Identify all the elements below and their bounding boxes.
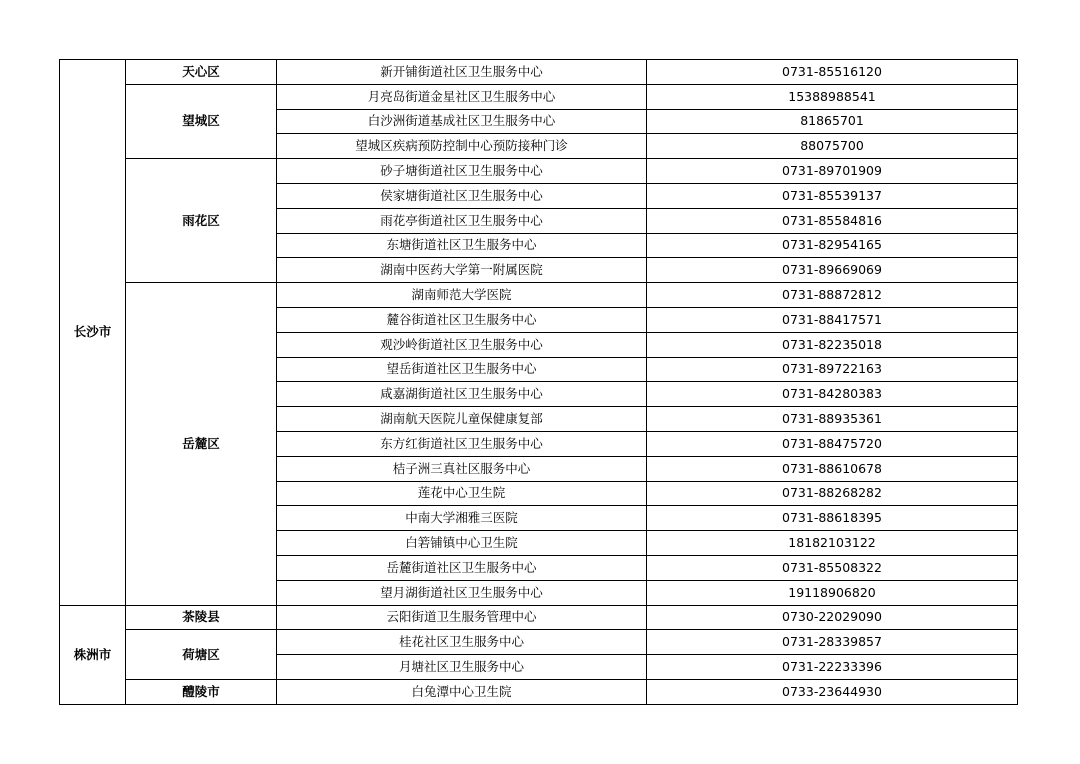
site-name-cell: 岳麓街道社区卫生服务中心 <box>277 555 647 580</box>
phone-cell: 0731-84280383 <box>647 382 1018 407</box>
phone-cell: 0731-88935361 <box>647 407 1018 432</box>
phone-cell: 0731-22233396 <box>647 655 1018 680</box>
site-name-cell: 新开铺街道社区卫生服务中心 <box>277 60 647 85</box>
district-cell: 醴陵市 <box>126 679 277 704</box>
phone-cell: 18182103122 <box>647 531 1018 556</box>
site-name-cell: 观沙岭街道社区卫生服务中心 <box>277 332 647 357</box>
phone-cell: 0731-89722163 <box>647 357 1018 382</box>
site-name-cell: 白兔潭中心卫生院 <box>277 679 647 704</box>
city-cell: 株洲市 <box>60 605 126 704</box>
table-row <box>60 605 1018 630</box>
site-name-cell: 桂花社区卫生服务中心 <box>277 630 647 655</box>
site-name-cell: 雨花亭街道社区卫生服务中心 <box>277 208 647 233</box>
site-name-cell: 麓谷街道社区卫生服务中心 <box>277 307 647 332</box>
site-name-cell: 砂子塘街道社区卫生服务中心 <box>277 159 647 184</box>
site-name-cell: 侯家塘街道社区卫生服务中心 <box>277 183 647 208</box>
phone-cell: 0731-88618395 <box>647 506 1018 531</box>
phone-cell: 0731-82954165 <box>647 233 1018 258</box>
phone-cell: 0731-88872812 <box>647 283 1018 308</box>
site-name-cell: 望岳街道社区卫生服务中心 <box>277 357 647 382</box>
district-cell: 天心区 <box>126 60 277 85</box>
phone-cell: 88075700 <box>647 134 1018 159</box>
district-cell: 岳麓区 <box>126 283 277 605</box>
phone-cell: 0731-85539137 <box>647 183 1018 208</box>
site-name-cell: 望月湖街道社区卫生服务中心 <box>277 580 647 605</box>
site-name-cell: 东塘街道社区卫生服务中心 <box>277 233 647 258</box>
phone-cell: 0731-28339857 <box>647 630 1018 655</box>
district-cell: 望城区 <box>126 84 277 158</box>
table-row <box>60 84 1018 109</box>
phone-cell: 0731-89669069 <box>647 258 1018 283</box>
table-body <box>60 60 1018 705</box>
site-name-cell: 咸嘉湖街道社区卫生服务中心 <box>277 382 647 407</box>
table-row <box>60 60 1018 85</box>
phone-cell: 0733-23644930 <box>647 679 1018 704</box>
site-name-cell: 月塘社区卫生服务中心 <box>277 655 647 680</box>
site-name-cell: 东方红街道社区卫生服务中心 <box>277 431 647 456</box>
site-name-cell: 月亮岛街道金星社区卫生服务中心 <box>277 84 647 109</box>
phone-cell: 81865701 <box>647 109 1018 134</box>
phone-cell: 19118906820 <box>647 580 1018 605</box>
phone-cell: 0731-85584816 <box>647 208 1018 233</box>
phone-cell: 0730-22029090 <box>647 605 1018 630</box>
site-name-cell: 白沙洲街道基成社区卫生服务中心 <box>277 109 647 134</box>
site-name-cell: 湖南师范大学医院 <box>277 283 647 308</box>
district-cell: 茶陵县 <box>126 605 277 630</box>
district-cell: 荷塘区 <box>126 630 277 680</box>
table-row <box>60 679 1018 704</box>
vaccination-site-table <box>59 59 1018 705</box>
table-row <box>60 283 1018 308</box>
phone-cell: 0731-85508322 <box>647 555 1018 580</box>
site-name-cell: 望城区疾病预防控制中心预防接种门诊 <box>277 134 647 159</box>
phone-cell: 0731-82235018 <box>647 332 1018 357</box>
site-name-cell: 莲花中心卫生院 <box>277 481 647 506</box>
site-name-cell: 桔子洲三真社区服务中心 <box>277 456 647 481</box>
phone-cell: 15388988541 <box>647 84 1018 109</box>
site-name-cell: 中南大学湘雅三医院 <box>277 506 647 531</box>
site-name-cell: 云阳街道卫生服务管理中心 <box>277 605 647 630</box>
phone-cell: 0731-88268282 <box>647 481 1018 506</box>
site-name-cell: 湖南航天医院儿童保健康复部 <box>277 407 647 432</box>
phone-cell: 0731-88610678 <box>647 456 1018 481</box>
phone-cell: 0731-89701909 <box>647 159 1018 184</box>
phone-cell: 0731-88417571 <box>647 307 1018 332</box>
site-name-cell: 白箬铺镇中心卫生院 <box>277 531 647 556</box>
site-name-cell: 湖南中医药大学第一附属医院 <box>277 258 647 283</box>
phone-cell: 0731-88475720 <box>647 431 1018 456</box>
table-row <box>60 630 1018 655</box>
district-cell: 雨花区 <box>126 159 277 283</box>
city-cell: 长沙市 <box>60 60 126 606</box>
table-row <box>60 159 1018 184</box>
phone-cell: 0731-85516120 <box>647 60 1018 85</box>
